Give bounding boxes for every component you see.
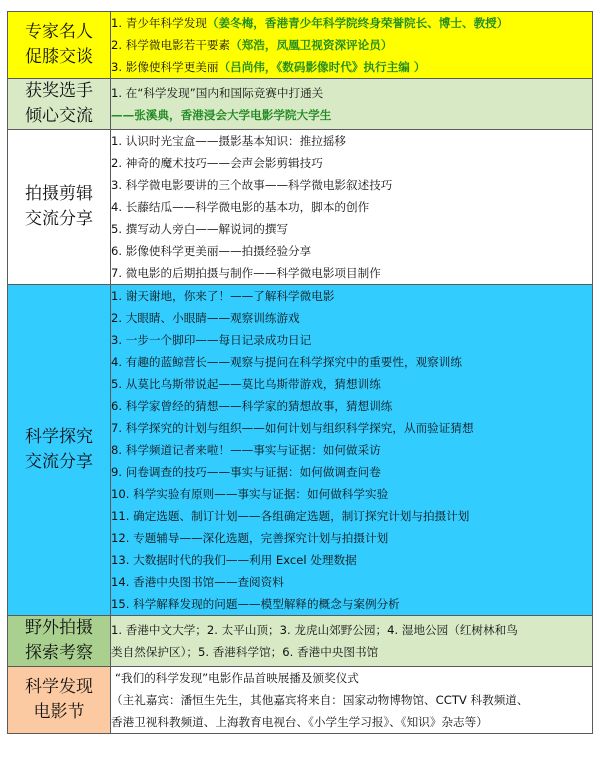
list-item: 6. 影像使科学更美丽——拍摄经验分享 — [111, 244, 312, 258]
list-item: 1. 认识时光宝盒——摄影基本知识：推拉摇移 — [111, 134, 347, 148]
list-item: 7. 微电影的后期拍摄与制作——科学微电影项目制作 — [111, 266, 381, 280]
list-item: 4. 长藤结瓜——科学微电影的基本功，脚本的创作 — [111, 200, 370, 214]
section-winner-exchange — [8, 79, 593, 130]
list-item: （主礼嘉宾：潘恒生先生，其他嘉宾将来自：国家动物博物馆、CCTV 科教频道、 — [111, 693, 529, 707]
section-field-trip — [8, 616, 593, 667]
list-item: 1. 在“科学发现”国内和国际竞赛中打通关 — [111, 86, 324, 100]
list-item: 14. 香港中央图书馆——查阅资料 — [111, 575, 284, 589]
section-content — [111, 285, 593, 616]
schedule-table — [7, 11, 593, 734]
list-item: 3. 一步一个脚印——每日记录成功日记 — [111, 333, 312, 347]
list-item: 8. 科学频道记者来啦！——事实与证据：如何做采访 — [111, 443, 381, 457]
list-item: 2. 科学微电影若干要素（郑浩，凤凰卫视资深评论员） — [111, 38, 393, 52]
list-item: 2. 大眼睛、小眼睛——观察训练游戏 — [111, 311, 300, 325]
section-label: 科学探究 交流分享 — [8, 285, 111, 616]
list-item: 3. 影像使科学更美丽（吕尚伟，《数码影像时代》执行主编 ） — [111, 60, 426, 74]
list-item: 15. 科学解释发现的问题——模型解释的概念与案例分析 — [111, 597, 400, 611]
list-item: 7. 科学探究的计划与组织——如何计划与组织科学探究，从而验证猜想 — [111, 421, 474, 435]
section-label: 野外拍摄 探索考察 — [8, 616, 111, 667]
section-content — [111, 130, 593, 285]
section-label: 获奖选手 倾心交流 — [8, 79, 111, 130]
list-item: 2. 神奇的魔术技巧——会声会影剪辑技巧 — [111, 156, 323, 170]
section-content — [111, 616, 593, 667]
section-label: 拍摄剪辑 交流分享 — [8, 130, 111, 285]
list-item: ——张溪典，香港浸会大学电影学院大学生 — [111, 108, 332, 122]
list-item: 6. 科学家曾经的猜想——科学家的猜想故事，猜想训练 — [111, 399, 393, 413]
list-item: 1. 香港中文大学；2. 太平山顶；3. 龙虎山郊野公园；4. 湿地公园（红树林和鸟 — [111, 623, 518, 637]
list-item: 9. 问卷调查的技巧——事实与证据：如何做调查问卷 — [111, 465, 381, 479]
section-content — [111, 667, 593, 734]
list-item: 香港卫视科教频道、上海教育电视台、《小学生学习报》、《知识》杂志等） — [111, 715, 488, 729]
list-item: 3. 科学微电影要讲的三个故事——科学微电影叙述技巧 — [111, 178, 393, 192]
list-item: 10. 科学实验有原则——事实与证据：如何做科学实验 — [111, 487, 389, 501]
section-label: 专家名人 促膝交谈 — [8, 12, 111, 79]
list-item: 类自然保护区）；5. 香港科学馆；6. 香港中央图书馆 — [111, 645, 379, 659]
list-item: “我们的科学发现”电影作品首映展播及颁奖仪式 — [115, 671, 359, 685]
section-content — [111, 12, 593, 79]
list-item: 5. 从莫比乌斯带说起——莫比乌斯带游戏，猜想训练 — [111, 377, 381, 391]
section-film-festival — [8, 667, 593, 734]
section-expert-talk — [8, 12, 593, 79]
section-science-inquiry — [8, 285, 593, 616]
list-item: 1. 青少年科学发现（姜冬梅，香港青少年科学院终身荣誉院长、博士、教授） — [111, 16, 509, 30]
section-content — [111, 79, 593, 130]
list-item: 1. 谢天谢地，你来了！——了解科学微电影 — [111, 289, 335, 303]
list-item: 4. 有趣的蓝鲸营长——观察与提问在科学探究中的重要性，观察训练 — [111, 355, 462, 369]
list-item: 5. 撰写动人旁白——解说词的撰写 — [111, 222, 289, 236]
list-item: 13. 大数据时代的我们——利用 Excel 处理数据 — [111, 553, 357, 567]
list-item: 11. 确定选题、制订计划——各组确定选题，制订探究计划与拍摄计划 — [111, 509, 470, 523]
section-filming-editing — [8, 130, 593, 285]
list-item: 12. 专题辅导——深化选题，完善探究计划与拍摄计划 — [111, 531, 389, 545]
section-label: 科学发现 电影节 — [8, 667, 111, 734]
